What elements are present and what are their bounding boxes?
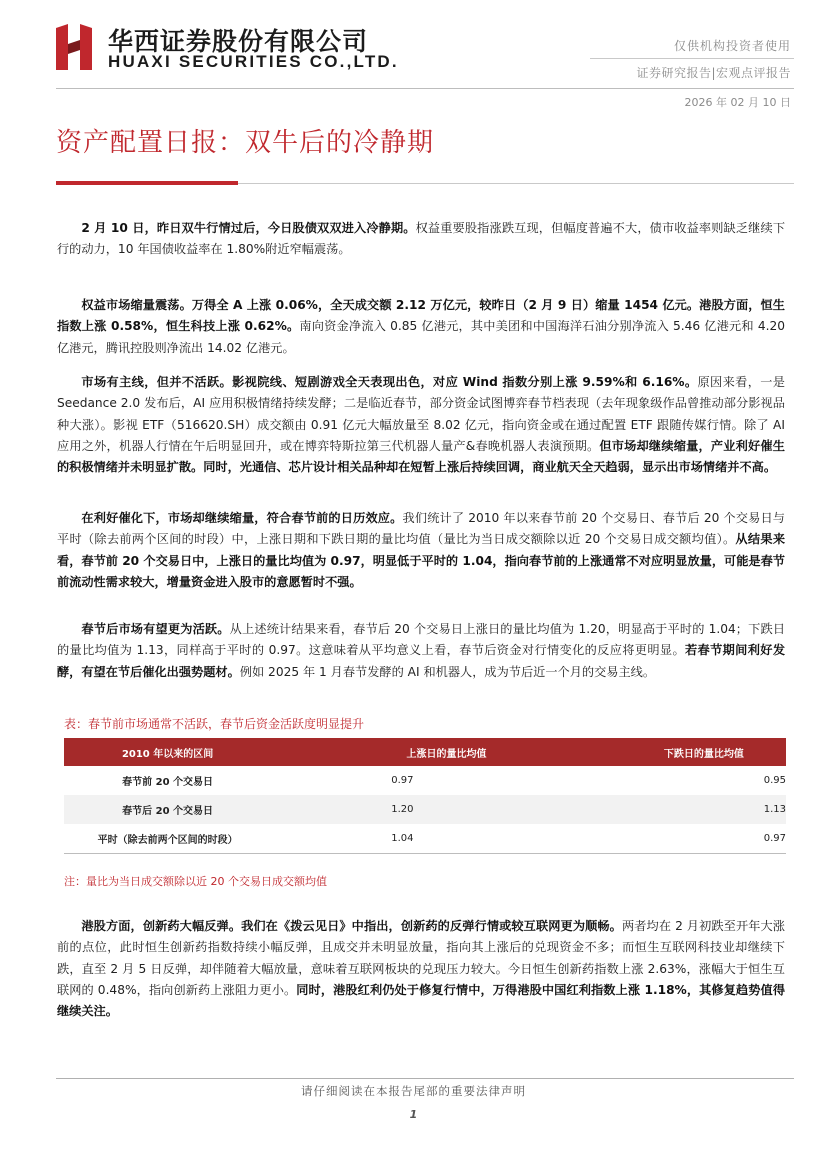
column-header: 下跌日的量比均值 bbox=[622, 738, 786, 766]
paragraph-post-festival bbox=[57, 619, 785, 683]
column-header: 2010 年以来的区间 bbox=[64, 738, 271, 766]
footer-divider bbox=[56, 1078, 794, 1079]
paragraph-text: 权益重要股指涨跌互现，但幅度普遍不大，债市收益率则缺乏继续下行的动力，10 年国债收益率在 1.80%附近窄幅震荡。 bbox=[57, 221, 786, 257]
volume-ratio-table bbox=[64, 738, 786, 854]
report-title: 资产配置日报：双牛后的冷静期 bbox=[56, 128, 435, 158]
paragraph-emphasis: 若春节期间利好发酵，有望在节后催化出强势题材。 bbox=[57, 643, 786, 679]
table-cell-up: 1.20 bbox=[271, 795, 622, 824]
paragraph-emphasis: 同时，港股红利仍处于修复行情中，万得港股中国红利指数上涨 1.18%，其修复趋势值得继续关注。 bbox=[57, 982, 786, 1019]
report-category: 证券研究报告|宏观点评报告 bbox=[636, 66, 791, 80]
table-cell-down: 1.13 bbox=[622, 795, 786, 824]
table-row bbox=[64, 824, 786, 854]
company-name-cn: 华西证券股份有限公司 bbox=[108, 27, 369, 56]
page-number: 1 bbox=[409, 1108, 418, 1121]
paragraph-emphasis: 但市场却继续缩量，产业利好催生的积极情绪并未明显扩散。同时，光通信、芯片设计相关品种却在短暂上涨后持续回调，商业航天全天趋弱，显示出市场情绪并不高。 bbox=[57, 438, 785, 475]
table-cell-up: 0.97 bbox=[271, 766, 622, 795]
paragraph-lead: 2 月 10 日，昨日双牛行情过后，今日股债双双进入冷静期。 bbox=[81, 221, 416, 235]
report-date: 2026 年 02 月 10 日 bbox=[684, 96, 791, 109]
table-cell-down: 0.97 bbox=[622, 824, 786, 854]
paragraph-text: 从上述统计结果来看，春节后 20 个交易日上涨日的量比均值为 1.20，明显高于平时的 1.04；下跌日的量比均值为 1.13，同样高于平时的 0.97。这意味着从平均意义上看，春节后资金对行情变化的反应将更明显。 bbox=[57, 622, 786, 658]
paragraph-text: 例如 2025 年 1 月春节发酵的 AI 和机器人，成为节后近一个月的交易主线。 bbox=[239, 664, 656, 679]
table-cell-period: 春节前 20 个交易日 bbox=[64, 766, 271, 795]
paragraph-lead: 权益市场缩量震荡。万得全 A 上涨 0.06%，全天成交额 2.12 万亿元，较昨日（2 月 9 日）缩量 1454 亿元。港股方面，恒生指数上涨 0.58%，恒生科技上涨 0.62%。 bbox=[57, 298, 785, 334]
table-row bbox=[64, 766, 786, 795]
paragraph-text: 两者均在 2 月初跌至开年大涨前的点位，此时恒生创新药指数持续小幅反弹，且成交并未明显放量，指向其上涨后的兑现资金不多；而恒生互联网科技业却继续下跌，直至 2 月 5 日反弹，却伴随着大幅放量，意味着互联网板块的兑现压力较大。今日恒生创新药指数上涨 2.63%，涨幅大于恒生互联网的 0.48%，指向创新药上涨阻力更小。 bbox=[57, 919, 785, 997]
audience-note: 仅供机构投资者使用 bbox=[673, 39, 791, 53]
paragraph-emphasis: 从结果来看，春节前 20 个交易日中，上涨日的量比均值为 0.97，明显低于平时的 1.04，指向春节前的上涨通常不对应明显放量，可能是春节前流动性需求较大，增量资金进入股市的意愿暂时不强。 bbox=[57, 532, 786, 589]
header-divider bbox=[590, 58, 794, 59]
table-cell-up: 1.04 bbox=[271, 824, 622, 854]
table-caption: 表：春节前市场通常不活跃，春节后资金活跃度明显提升 bbox=[64, 717, 365, 731]
company-logo-icon bbox=[54, 24, 96, 70]
paragraph-text: 我们统计了 2010 年以来春节前 20 个交易日、春节后 20 个交易日与平时（除去前两个区间的时段）中，上涨日期和下跌日期的量比均值（量比为当日成交额除以近 20 个交易日成交额均值）。 bbox=[57, 511, 785, 547]
paragraph-calendar-effect bbox=[57, 508, 785, 593]
paragraph-market-theme bbox=[57, 372, 785, 478]
table-note: 注：量比为当日成交额除以近 20 个交易日成交额均值 bbox=[64, 875, 327, 888]
table-cell-period: 平时（除去前两个区间的时段） bbox=[64, 824, 271, 854]
paragraph-lead: 港股方面，创新药大幅反弹。我们在《拨云见日》中指出，创新药的反弹行情或较互联网更为顺畅。 bbox=[81, 919, 622, 933]
title-accent-bar bbox=[56, 181, 238, 185]
table-header-row bbox=[64, 738, 786, 766]
paragraph-text: 原因来看，一是 Seedance 2.0 发布后，AI 应用积极情绪持续发酵；二是临近春节，部分资金试图博弈春节档表现（去年现象级作品曾推动部分影视品种大涨）。影视 ETF（516620.SH）成交额由 0.91 亿元大幅放量至 8.02 亿元，指向资金或在通过配置 ETF 跟随传媒行情。除了 AI 应用之外，机器人行情在午后明显回升，或在博弈特斯拉第三代机器人量产&春晚机器人表演预期。 bbox=[57, 375, 785, 453]
paragraph-summary bbox=[57, 218, 785, 261]
company-name-en: HUAXI SECURITIES CO.,LTD. bbox=[108, 52, 399, 71]
title-divider bbox=[238, 183, 794, 184]
paragraph-lead: 市场有主线，但并不活跃。影视院线、短剧游戏全天表现出色，对应 Wind 指数分别上涨 9.59%和 6.16%。 bbox=[81, 375, 698, 389]
footer-disclaimer: 请仔细阅读在本报告尾部的重要法律声明 bbox=[301, 1084, 526, 1098]
column-header: 上涨日的量比均值 bbox=[271, 738, 622, 766]
paragraph-hong-kong bbox=[57, 916, 785, 1022]
header-divider bbox=[56, 88, 794, 89]
table-cell-period: 春节后 20 个交易日 bbox=[64, 795, 271, 824]
paragraph-equity-market bbox=[57, 295, 785, 359]
paragraph-lead: 春节后市场有望更为活跃。 bbox=[81, 622, 230, 636]
paragraph-text: 南向资金净流入 0.85 亿港元，其中美团和中国海洋石油分别净流入 5.46 亿港元和 4.20 亿港元，腾讯控股则净流出 14.02 亿港元。 bbox=[57, 319, 785, 355]
table-cell-down: 0.95 bbox=[622, 766, 786, 795]
table-row bbox=[64, 795, 786, 824]
paragraph-lead: 在利好催化下，市场却继续缩量，符合春节前的日历效应。 bbox=[81, 511, 403, 525]
